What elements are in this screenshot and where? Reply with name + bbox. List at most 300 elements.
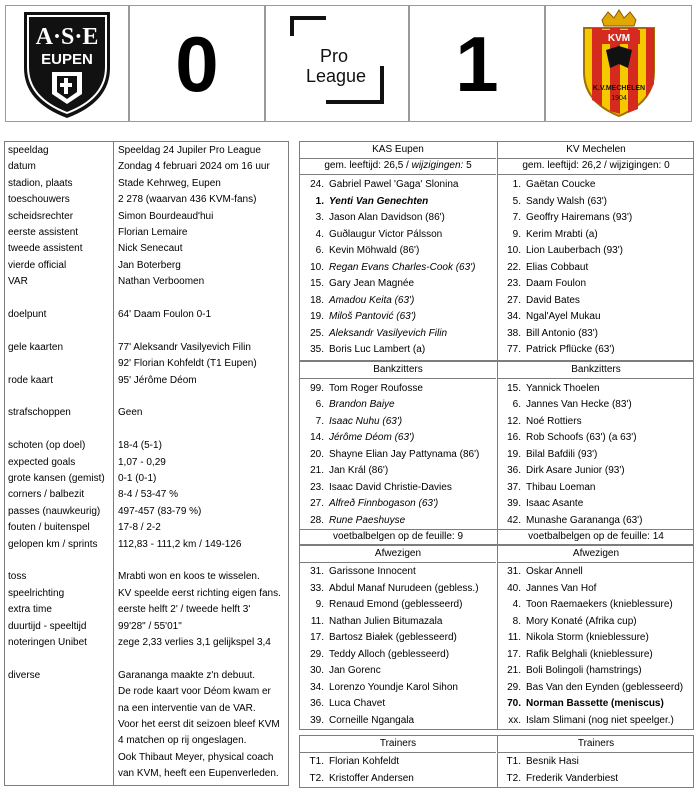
player-name: Sandy Walsh (63') <box>526 195 608 207</box>
home-trainers-title: Trainers <box>300 736 496 753</box>
player-number: 27. <box>507 294 521 306</box>
home-avg-age: gem. leeftijd: 26,5 / <box>324 160 412 171</box>
player-row <box>302 177 497 194</box>
info-row <box>5 159 288 175</box>
player-number: 22. <box>507 261 521 273</box>
player-row <box>302 430 497 447</box>
logo-line2: League <box>306 66 367 86</box>
info-row <box>5 241 288 257</box>
player-name: Corneille Ngangala <box>329 714 415 726</box>
player-number: 25. <box>310 327 324 339</box>
player-name: Isaac Nuhu (63') <box>329 415 403 427</box>
player-row <box>302 496 497 513</box>
info-row <box>5 619 288 635</box>
info-row <box>5 225 288 241</box>
player-number: 34. <box>507 311 521 322</box>
player-number: 28. <box>310 514 324 526</box>
crest-name: EUPEN <box>41 51 93 68</box>
player-name: Noé Rottiers <box>526 415 582 427</box>
player-row <box>302 630 497 647</box>
info-row <box>5 504 288 520</box>
player-row <box>499 243 694 260</box>
player-number: 9. <box>512 228 521 240</box>
info-row <box>5 537 288 553</box>
home-changes-label: wijzigingen: <box>411 160 464 171</box>
player-number: 39. <box>310 714 324 726</box>
player-number: 38. <box>507 327 521 339</box>
player-number: 11. <box>310 615 324 627</box>
player-number: 15. <box>310 278 324 289</box>
player-name: Jason Alan Davidson (86') <box>329 212 445 223</box>
player-name: Yenti Van Genechten <box>329 195 429 207</box>
player-name: Alfreð Finnbogason (63') <box>329 498 439 509</box>
player-name: Nathan Julien Bitumazala <box>329 615 443 627</box>
info-value: Zondag 4 februari 2024 om 16 uur <box>118 161 270 173</box>
info-value: De rode kaart voor Déom kwam er <box>118 686 271 698</box>
player-name: Islam Slimani (nog niet speelger.) <box>526 714 674 726</box>
player-name: Kerim Mrabti (a) <box>526 228 598 240</box>
info-row <box>5 701 288 717</box>
match-info-table <box>4 141 289 786</box>
player-name: Geoffry Hairemans (93') <box>526 212 633 223</box>
player-name: Isaac David Christie-Davies <box>329 481 452 493</box>
home-absent-title: Afwezigen <box>300 546 496 563</box>
player-number: 42. <box>507 514 521 526</box>
info-value: Simon Bourdeaud'hui <box>118 210 214 222</box>
player-number: 23. <box>310 481 324 493</box>
player-number: 30. <box>310 665 324 676</box>
info-row <box>5 405 288 421</box>
info-row <box>5 602 288 618</box>
player-row <box>302 210 497 227</box>
player-number: 39. <box>507 498 521 509</box>
player-name: Florian Kohfeldt <box>329 756 400 767</box>
info-row <box>5 307 288 323</box>
player-name: Gaëtan Coucke <box>526 179 596 190</box>
player-number: 10. <box>310 261 324 273</box>
column-divider <box>497 362 498 545</box>
info-key: datum <box>8 161 36 173</box>
info-key: toeschouwers <box>8 194 70 206</box>
player-number: 24. <box>310 179 324 190</box>
player-name: Jan Gorenc <box>329 665 381 676</box>
player-number: 8. <box>512 615 521 627</box>
info-row <box>5 684 288 700</box>
player-name: Rafik Belghali (knieblessure) <box>526 648 653 660</box>
player-name: Daam Foulon <box>526 278 587 289</box>
info-value: 112,83 - 111,2 km / 149-126 <box>118 538 242 550</box>
player-name: David Bates <box>526 294 580 306</box>
away-trainers-title: Trainers <box>498 736 694 753</box>
player-number: 33. <box>310 582 324 594</box>
info-key: stadion, plaats <box>8 177 73 189</box>
home-score: 0 <box>129 5 265 122</box>
player-name: Isaac Asante <box>526 498 584 509</box>
info-key: extra time <box>8 604 52 616</box>
player-row <box>302 513 497 530</box>
info-value: Nick Senecaut <box>118 243 183 255</box>
info-row <box>5 520 288 536</box>
info-row <box>5 717 288 733</box>
player-number: 40. <box>507 582 521 594</box>
player-number: 29. <box>310 648 324 660</box>
info-value: van KVM, heeft een Eupenverleden. <box>118 768 279 780</box>
info-value: 95' Jérôme Déom <box>118 374 197 386</box>
player-number: 36. <box>507 465 521 476</box>
player-row <box>499 564 694 581</box>
player-row <box>302 480 497 497</box>
player-number: 5. <box>512 195 521 207</box>
player-row <box>499 597 694 614</box>
player-name: Jérôme Déom (63') <box>329 432 415 443</box>
home-crest-box <box>5 5 129 122</box>
player-name: Norman Bassette (meniscus) <box>526 698 664 709</box>
player-row <box>499 754 694 771</box>
player-name: Patrick Pflücke (63') <box>526 344 615 355</box>
player-number: 6. <box>315 399 324 410</box>
info-row <box>5 553 288 569</box>
player-row <box>499 342 694 359</box>
player-row <box>499 663 694 680</box>
info-key: VAR <box>8 276 28 288</box>
player-number: 7. <box>512 212 521 223</box>
player-name: Boli Bolingoli (hamstrings) <box>526 665 642 676</box>
home-age-stats <box>300 158 496 175</box>
player-name: Aleksandr Vasilyevich Filin <box>329 327 448 339</box>
player-name: Kristoffer Andersen <box>329 772 414 784</box>
info-key: duurtijd - speeltijd <box>8 620 87 632</box>
player-row <box>302 564 497 581</box>
player-name: Miloš Pantović (63') <box>329 311 416 322</box>
info-key: expected goals <box>8 456 76 468</box>
info-key: strafschoppen <box>8 407 71 419</box>
info-row <box>5 340 288 356</box>
info-key: eerste assistent <box>8 227 79 238</box>
info-key: speelrichting <box>8 587 65 599</box>
player-name: Tom Roger Roufosse <box>329 382 423 394</box>
info-key: rode kaart <box>8 374 54 386</box>
player-number: 9. <box>315 599 324 610</box>
column-divider <box>497 546 498 729</box>
info-value: Mrabti won en koos te wisselen. <box>118 571 260 583</box>
player-row <box>302 581 497 598</box>
player-number: 1. <box>512 179 521 190</box>
player-row <box>499 177 694 194</box>
player-number: 4. <box>315 228 324 240</box>
info-row <box>5 323 288 339</box>
info-key: doelpunt <box>8 309 47 320</box>
player-row <box>302 614 497 631</box>
player-number: 7. <box>315 415 324 427</box>
crest-letters: KVM <box>607 33 631 44</box>
away-score: 1 <box>409 5 545 122</box>
home-belgians-count: voetbalbelgen op de feuille: 9 <box>332 531 464 542</box>
player-number: 16. <box>507 432 521 443</box>
info-value: Geen <box>118 407 143 419</box>
league-logo-box <box>265 5 409 122</box>
player-number: xx. <box>508 714 521 726</box>
player-number: 23. <box>507 278 521 289</box>
player-row <box>302 713 497 730</box>
player-row <box>499 227 694 244</box>
info-row <box>5 389 288 405</box>
player-number: 37. <box>507 481 521 493</box>
player-name: Luca Chavet <box>329 698 386 709</box>
player-row <box>499 447 694 464</box>
player-number: 31. <box>310 566 324 577</box>
info-row <box>5 209 288 225</box>
info-key: fouten / buitenspel <box>8 522 90 534</box>
info-value: 99'28" / 55'01" <box>118 620 182 632</box>
info-row <box>5 471 288 487</box>
player-row <box>302 663 497 680</box>
player-name: Dirk Asare Junior (93') <box>526 465 625 476</box>
info-key: grote kansen (gemist) <box>8 473 105 484</box>
info-key: schoten (op doel) <box>8 440 86 452</box>
info-value: 64' Daam Foulon 0-1 <box>118 309 212 320</box>
player-number: 21. <box>507 665 521 676</box>
pro-league-logo-icon <box>266 6 408 121</box>
lineups-table <box>299 141 694 361</box>
absentees-table <box>299 545 694 730</box>
player-number: 11. <box>507 632 521 643</box>
player-number: 14. <box>310 432 324 443</box>
info-value: Ook Thibaut Meyer, physical coach <box>118 751 274 763</box>
player-row <box>302 754 497 771</box>
info-row <box>5 258 288 274</box>
player-name: Ngal'Ayel Mukau <box>526 311 601 322</box>
player-row <box>302 243 497 260</box>
info-row <box>5 192 288 208</box>
player-name: Regan Evans Charles-Cook (63') <box>329 261 476 273</box>
info-row <box>5 356 288 372</box>
player-name: Toon Raemaekers (knieblessure) <box>526 599 673 610</box>
player-row <box>302 447 497 464</box>
info-row <box>5 373 288 389</box>
player-row <box>302 260 497 277</box>
player-number: 21. <box>310 465 324 476</box>
player-row <box>499 293 694 310</box>
player-row <box>499 260 694 277</box>
info-key: passes (nauwkeurig) <box>8 505 101 517</box>
info-value: KV speelde eerst richting eigen fans. <box>118 587 281 599</box>
player-number: 99. <box>310 382 324 394</box>
player-name: Guðlaugur Victor Pálsson <box>329 228 443 240</box>
player-row <box>302 326 497 343</box>
player-number: T1. <box>506 756 521 767</box>
player-number: 77. <box>507 344 521 355</box>
player-row <box>499 696 694 713</box>
info-key: scheidsrechter <box>8 210 74 222</box>
player-number: 6. <box>315 245 324 256</box>
player-row <box>499 513 694 530</box>
info-value: Stade Kehrweg, Eupen <box>118 177 221 189</box>
player-row <box>302 276 497 293</box>
player-name: Brandon Baiye <box>329 399 395 410</box>
player-number: 6. <box>512 399 521 410</box>
away-age-stats: gem. leeftijd: 26,2 / wijzigingen: 0 <box>498 158 694 175</box>
away-bench-title: Bankzitters <box>498 362 694 379</box>
player-row <box>499 480 694 497</box>
player-row <box>499 414 694 431</box>
player-row <box>499 210 694 227</box>
player-number: 36. <box>310 698 324 709</box>
player-number: 31. <box>507 566 521 577</box>
player-row <box>499 276 694 293</box>
home-team-name: KAS Eupen <box>300 142 496 159</box>
eupen-crest-icon <box>6 6 128 121</box>
info-row <box>5 635 288 651</box>
player-row <box>499 680 694 697</box>
player-row <box>302 227 497 244</box>
info-key: gelopen km / sprints <box>8 538 98 550</box>
player-row <box>499 771 694 788</box>
info-value: 17-8 / 2-2 <box>118 522 161 534</box>
player-number: 70. <box>507 698 521 709</box>
player-row <box>499 194 694 211</box>
player-name: Rune Paeshuyse <box>329 514 406 526</box>
info-value: Garananga maakte z'n debuut. <box>118 669 256 681</box>
info-key: diverse <box>8 669 41 681</box>
player-row <box>499 630 694 647</box>
player-row <box>499 326 694 343</box>
info-value: eerste helft 2' / tweede helft 3' <box>118 604 251 616</box>
player-name: Frederik Vanderbiest <box>526 772 619 784</box>
player-number: 1. <box>315 195 324 207</box>
away-crest-box <box>545 5 692 122</box>
player-row <box>499 430 694 447</box>
trainers-table <box>299 735 694 788</box>
info-value: Nathan Verboomen <box>118 276 205 288</box>
info-row <box>5 668 288 684</box>
player-row <box>302 194 497 211</box>
info-row <box>5 766 288 782</box>
player-row <box>499 397 694 414</box>
info-value: 8-4 / 53-47 % <box>118 489 179 501</box>
player-row <box>302 696 497 713</box>
player-number: T1. <box>309 756 324 767</box>
player-number: 15. <box>507 382 521 394</box>
player-number: 35. <box>310 344 324 355</box>
player-row <box>302 597 497 614</box>
player-name: Jannes Van Hecke (83') <box>526 399 632 410</box>
player-number: T2. <box>506 772 521 784</box>
player-number: T2. <box>309 772 324 784</box>
info-value: Voor het eerst dit seizoen bleef KVM <box>118 719 280 730</box>
player-name: Jan Král (86') <box>329 465 389 476</box>
info-key: tweede assistent <box>8 243 83 255</box>
info-value: 1,07 - 0,29 <box>118 456 166 468</box>
player-row <box>302 309 497 326</box>
info-key: vierde official <box>8 259 67 271</box>
logo-line1: Pro <box>320 46 349 66</box>
player-name: Bilal Bafdili (93') <box>526 448 598 460</box>
info-row <box>5 176 288 192</box>
player-row <box>302 647 497 664</box>
info-value: 77' Aleksandr Vasilyevich Filin <box>118 341 251 353</box>
info-value: 4 matchen op rij ongeslagen. <box>118 735 247 747</box>
info-key: toss <box>8 571 27 583</box>
player-number: 34. <box>310 681 324 693</box>
info-row <box>5 569 288 585</box>
player-number: 17. <box>310 632 324 643</box>
player-name: Teddy Alloch (geblesseerd) <box>329 648 450 660</box>
player-name: Mory Konaté (Afrika cup) <box>526 615 637 627</box>
info-row <box>5 143 288 159</box>
player-name: Lorenzo Youndje Karol Sihon <box>329 681 458 693</box>
home-changes: 5 <box>466 160 472 171</box>
lineups-section <box>299 141 694 787</box>
info-value: Florian Lemaire <box>118 227 188 238</box>
player-row <box>499 713 694 730</box>
info-key: speeldag <box>8 145 49 156</box>
player-row <box>302 463 497 480</box>
player-row <box>302 381 497 398</box>
player-name: Elias Cobbaut <box>526 261 589 273</box>
bench-table <box>299 361 694 546</box>
player-name: Thibau Loeman <box>526 481 596 493</box>
info-value: 0-1 (0-1) <box>118 473 157 484</box>
player-row <box>499 381 694 398</box>
player-name: Kevin Möhwald (86') <box>329 245 420 256</box>
info-value: Jan Boterberg <box>118 259 181 271</box>
info-value: 2 278 (waarvan 436 KVM-fans) <box>118 194 257 206</box>
player-name: Bartosz Białek (geblesseerd) <box>329 632 457 643</box>
player-name: Rob Schoofs (63') (a 63') <box>526 432 637 443</box>
player-row <box>302 293 497 310</box>
player-name: Munashe Garananga (63') <box>526 514 643 526</box>
info-key: gele kaarten <box>8 341 64 353</box>
info-row <box>5 487 288 503</box>
away-team-name: KV Mechelen <box>498 142 694 159</box>
info-value: Speeldag 24 Jupiler Pro League <box>118 145 261 156</box>
player-row <box>499 496 694 513</box>
player-number: 19. <box>310 311 324 322</box>
player-number: 12. <box>507 415 521 427</box>
player-number: 17. <box>507 648 521 660</box>
info-row <box>5 733 288 749</box>
player-number: 18. <box>310 294 324 306</box>
info-row <box>5 750 288 766</box>
player-row <box>499 463 694 480</box>
info-value: 497-457 (83-79 %) <box>118 505 202 517</box>
player-number: 10. <box>507 245 521 256</box>
info-row <box>5 586 288 602</box>
player-row <box>499 614 694 631</box>
player-name: Renaud Emond (geblesseerd) <box>329 599 463 610</box>
info-row <box>5 438 288 454</box>
player-name: Gary Jean Magnée <box>329 278 415 289</box>
away-absent-title: Afwezigen <box>498 546 694 563</box>
player-name: Bas Van den Eynden (geblesseerd) <box>526 681 684 693</box>
player-name: Bill Antonio (83') <box>526 327 598 339</box>
info-row <box>5 274 288 290</box>
player-name: Amadou Keita (63') <box>329 294 415 306</box>
player-row <box>499 581 694 598</box>
player-number: 29. <box>507 681 521 693</box>
player-row <box>302 414 497 431</box>
player-name: Boris Luc Lambert (a) <box>329 344 426 355</box>
player-name: Lion Lauberbach (93') <box>526 245 623 256</box>
player-number: 20. <box>310 448 324 460</box>
player-row <box>499 309 694 326</box>
kvm-crest-icon <box>546 6 691 121</box>
player-number: 3. <box>315 212 324 223</box>
player-row <box>302 342 497 359</box>
crest-letters: A·S·E <box>35 24 99 50</box>
player-name: Nikola Storm (knieblessure) <box>526 632 649 643</box>
info-value: 18-4 (5-1) <box>118 440 162 452</box>
